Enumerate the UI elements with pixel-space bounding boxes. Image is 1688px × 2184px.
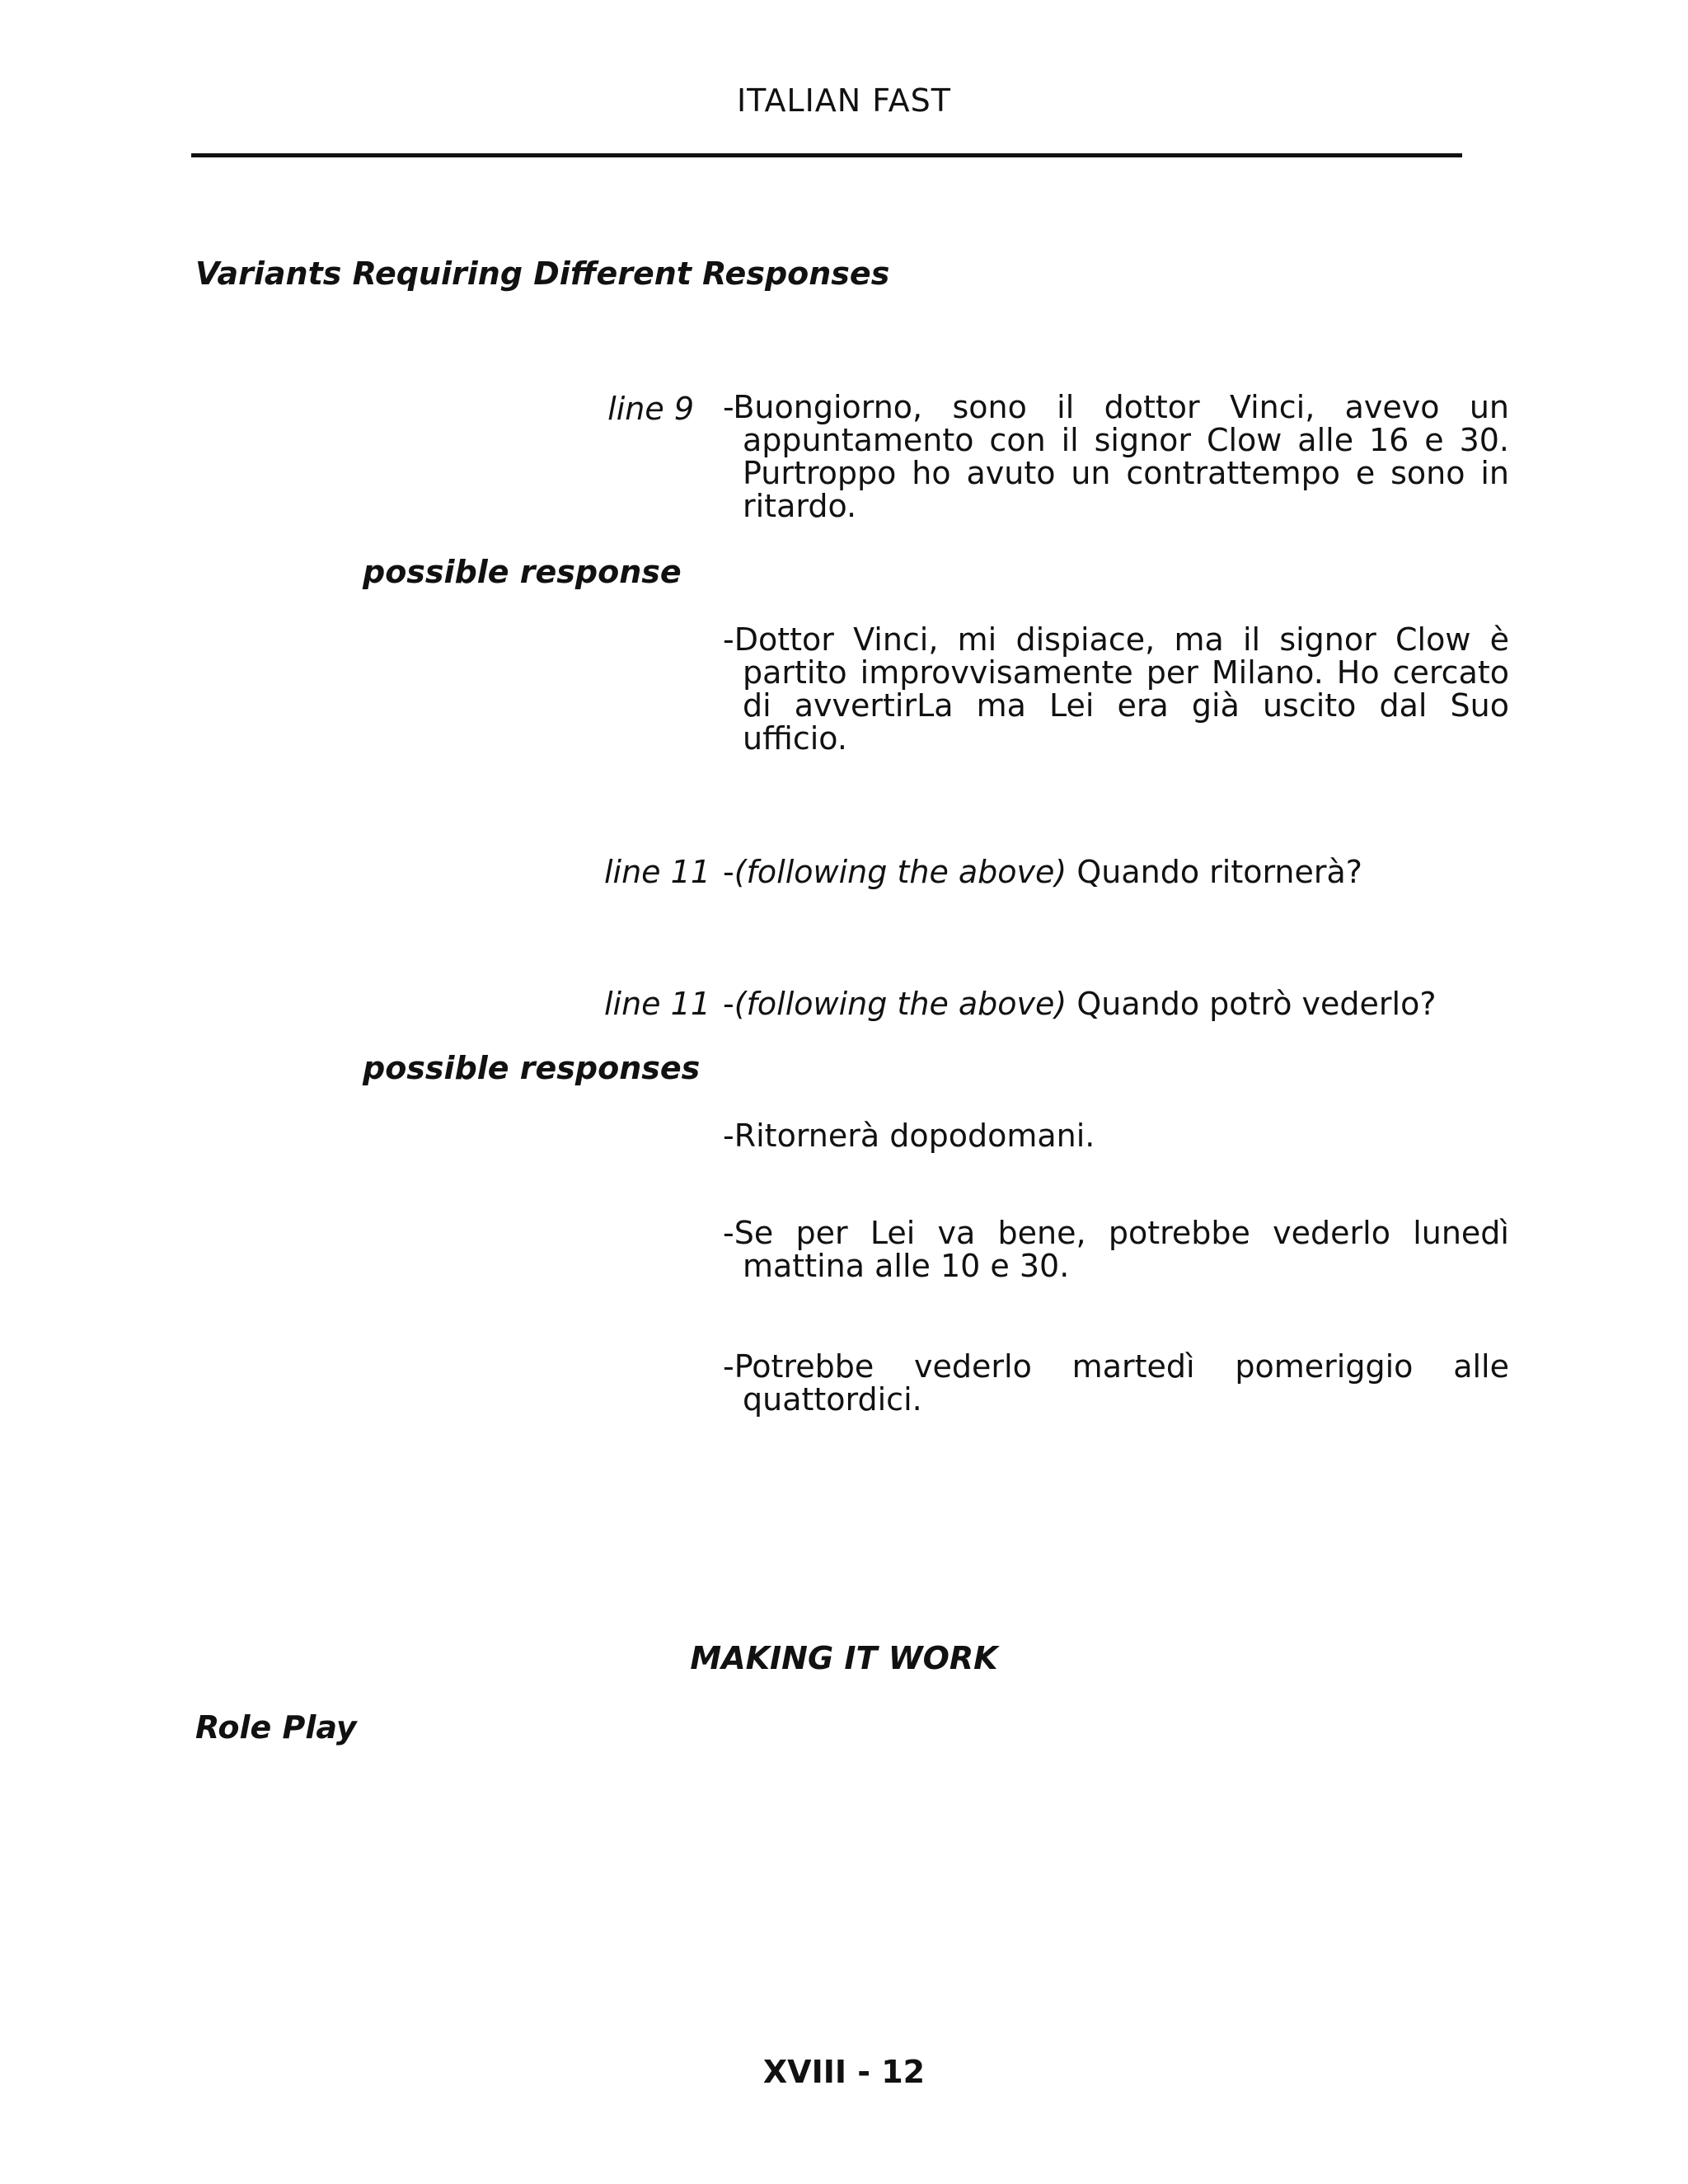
line-9-text: -Buongiorno, sono il dottor Vinci, avevo un appuntamento con il signor Clow alle 16 e 30. Purtroppo ho avuto un contrattempo e sono in ritardo. [723,389,1509,524]
line-11-note-a: (following the above) [734,854,1067,890]
line-11-label-a: line 11 [603,854,710,890]
making-it-work-title: MAKING IT WORK [690,1640,998,1676]
header-divider [191,153,1462,157]
line-11-question-b: Quando potrò vederlo? [1067,986,1437,1022]
line-11-dash-a: - [723,854,734,890]
response-item: -Ritornerà dopodomani. [723,1118,1095,1154]
role-play-label: Role Play [195,1709,357,1746]
possible-responses-label: possible responses [363,1050,701,1086]
line-11-dash-b: - [723,986,734,1022]
line-11-text-b [723,986,1437,1022]
section-title: Variants Requiring Different Responses [195,255,890,292]
line-11-question-a: Quando ritornerà? [1067,854,1362,890]
response-item: -Potrebbe vederlo martedì pomeriggio alle quattordici. [723,1348,1509,1418]
possible-response-label: possible response [363,554,682,590]
page-header-title: ITALIAN FAST [736,82,952,119]
page-number: XVIII - 12 [762,2054,926,2090]
response-1-text: -Dottor Vinci, mi dispiace, ma il signor Clow è partito improvvisamente per Milano. Ho cercato di avvertirLa ma Lei era già uscito dal Suo ufficio. [723,621,1509,757]
line-11-note-b: (following the above) [734,986,1067,1022]
line-11-text-a [723,854,1362,890]
line-9-label: line 9 [607,391,694,427]
response-item: -Se per Lei va bene, potrebbe vederlo lunedì mattina alle 10 e 30. [723,1215,1509,1284]
line-11-label-b: line 11 [603,986,710,1022]
